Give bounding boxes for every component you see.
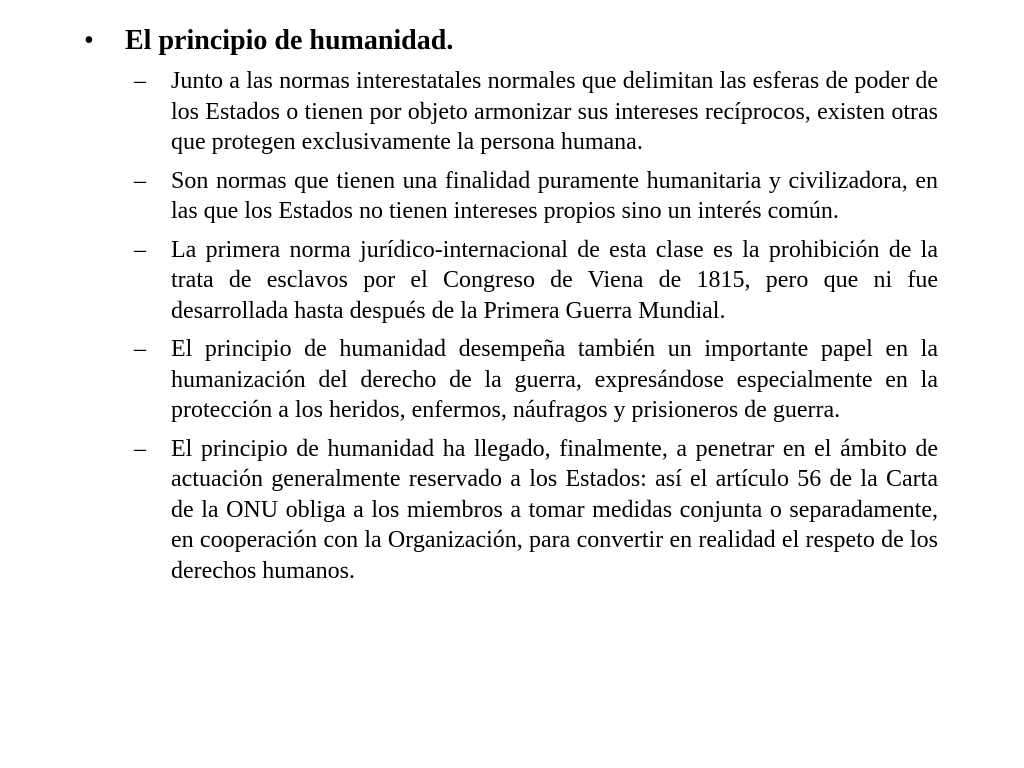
sub-bullet-item: [134, 434, 938, 587]
dash-icon: –: [134, 167, 146, 194]
sub-bullet-item: [134, 166, 938, 227]
main-bullet: [84, 20, 944, 62]
sub-bullet-text: El principio de humanidad desempeña también un importante papel en la humanización del derecho de la guerra, expresándose especialmente en la protección a los heridos, enfermos, náufragos y prisioneros de guerra.: [171, 336, 938, 423]
sub-bullet-text: La primera norma jurídico-internacional de esta clase es la prohibición de la trata de esclavos por el Congreso de Viena de 1815, pero que ni fue desarrollada hasta después de la Primera Guerra Mundial.: [171, 236, 938, 324]
dash-icon: –: [134, 336, 146, 362]
sub-bullet-text: Junto a las normas interestatales normales que delimitan las esferas de poder de los Estados o tienen por objeto armonizar sus intereses recíprocos, existen otras que protegen exclusivamente la persona humana.: [171, 68, 938, 155]
sub-bullet-text: El principio de humanidad ha llegado, finalmente, a penetrar en el ámbito de actuación generalmente reservado a los Estados: así el artículo 56 de la Carta de la ONU obliga a los miembros a tomar medidas conjunta o separadamente, en cooperación con la Organización, para convertir en realidad el respeto de los derechos humanos.: [171, 435, 938, 584]
sub-bullet-list: [134, 66, 938, 594]
sub-bullet-item: [134, 66, 938, 158]
slide-heading: El principio de humanidad.: [125, 25, 454, 56]
sub-bullet-item: [134, 235, 938, 327]
sub-bullet-item: [134, 334, 938, 426]
dash-icon: –: [134, 68, 146, 94]
sub-bullet-text: Son normas que tienen una finalidad puramente humanitaria y civilizadora, en las que los Estados no tienen intereses propios sino un interés común.: [171, 167, 938, 224]
bullet-icon: •: [84, 25, 94, 56]
dash-icon: –: [134, 435, 146, 462]
dash-icon: –: [134, 236, 146, 263]
